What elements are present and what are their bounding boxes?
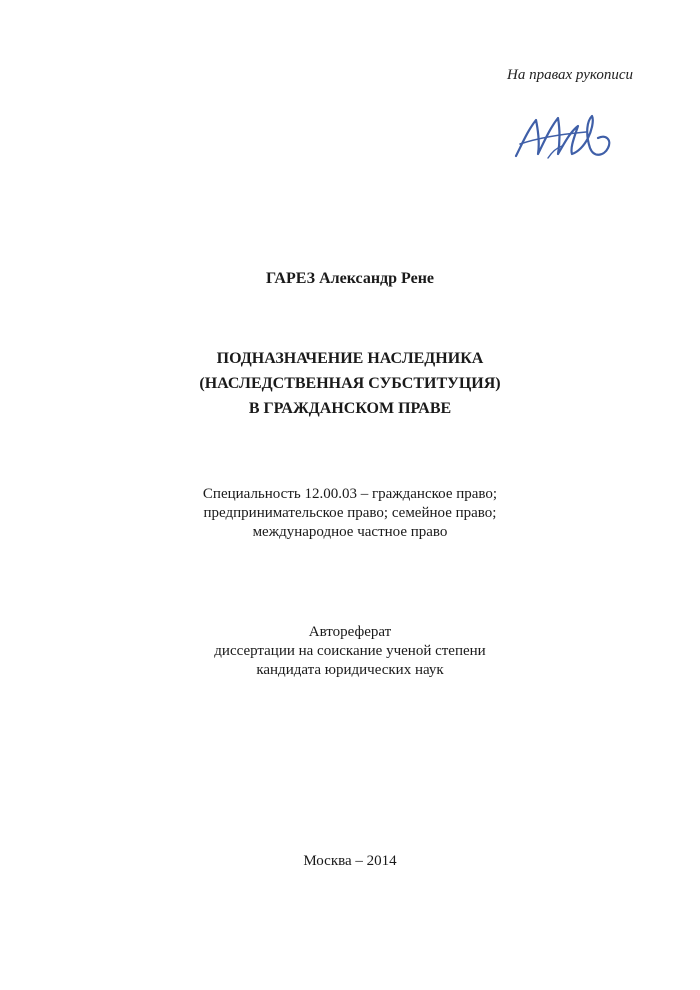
specialty-line: международное частное право xyxy=(252,524,448,540)
author-name: ГАРЕЗ Александр Рене xyxy=(265,270,435,287)
title-line: (НАСЛЕДСТВЕННАЯ СУБСТИТУЦИЯ) xyxy=(199,375,501,392)
title-line: В ГРАЖДАНСКОМ ПРАВЕ xyxy=(248,400,452,417)
place-year: Москва – 2014 xyxy=(303,853,397,869)
title-line: ПОДНАЗНАЧЕНИЕ НАСЛЕДНИКА xyxy=(216,350,484,367)
abstract-line: диссертации на соискание ученой степени xyxy=(214,643,486,659)
signature-icon xyxy=(508,108,618,168)
dissertation-title xyxy=(0,346,700,421)
specialty-block xyxy=(0,485,700,542)
abstract-line: Автореферат xyxy=(308,624,392,640)
specialty-line: Специальность 12.00.03 – гражданское право; xyxy=(202,486,498,502)
rights-note: На правах рукописи xyxy=(507,67,633,83)
abstract-line: кандидата юридических наук xyxy=(256,662,444,678)
specialty-line: предпринимательское право; семейное право; xyxy=(203,505,497,521)
abstract-block xyxy=(0,623,700,680)
